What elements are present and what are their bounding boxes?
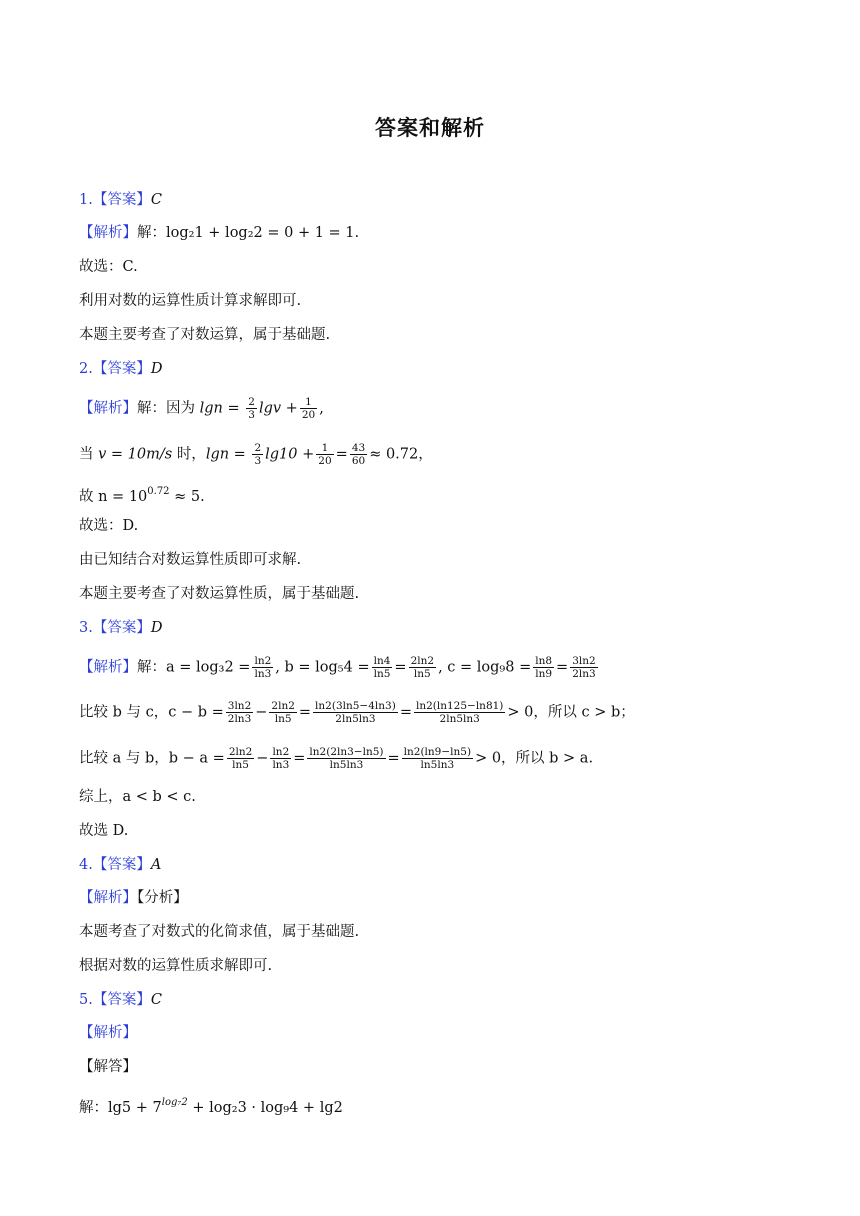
q1-solution-line bbox=[79, 222, 820, 244]
q2-line2-mid: lg10 + bbox=[265, 446, 315, 463]
q3-frac-ba-big1: $\frac{\ln 2(2\ln 3-\ln 5)}{\ln 5\ln 3}$ bbox=[309, 746, 384, 771]
q5-analysis-line bbox=[79, 1022, 820, 1044]
q3-line2: 比较 b 与 c，c − b = $\frac{3\ln 2}{2\ln 3}$ − $\frac{2\ln 2}{\ln 5}$ = $\frac{\ln 2(3\ln 5-4\ln 3)}{2\ln 5\ln 3}$ = $\frac{\ln 2(\ln 125-\ln 81)}{2\ln 5\ln 3}$ > 0，所以 c > b； bbox=[79, 700, 635, 725]
q4-answer-line bbox=[79, 854, 820, 876]
q5-jieda: 【解答】 bbox=[79, 1059, 137, 1075]
q4-analysis-line bbox=[79, 887, 820, 909]
analysis-label: 【解析】 bbox=[79, 1025, 137, 1041]
q2-line2-lhs: lgn = bbox=[205, 446, 251, 463]
q2-number: 2. bbox=[79, 361, 93, 377]
q3-a-part: a = log₃2 = bbox=[166, 659, 251, 676]
q1-answer-line bbox=[79, 189, 820, 211]
q2-frac-2-3b: $\frac{2}{3}$ bbox=[254, 442, 262, 467]
answer-label: 【答案】 bbox=[92, 361, 151, 377]
q3-number: 3. bbox=[79, 620, 93, 636]
q2-line2: 当 v = 10m/s 时，lgn = $\frac{2}{3}$ lg10 + $\frac{1}{20}$ = $\frac{43}{60}$ ≈ 0.72， bbox=[79, 442, 433, 467]
q3-frac-ln2-ln3b: $\frac{\ln 2}{\ln 3}$ bbox=[272, 746, 290, 771]
q2-line2-v: v = 10m/s bbox=[98, 446, 173, 463]
q3-line2-prefix: 比较 b 与 c，c − b = bbox=[79, 704, 224, 721]
q5-sol-exp: log₇2 bbox=[161, 1097, 188, 1108]
q2-line2-end: ≈ 0.72， bbox=[369, 446, 433, 463]
q4-number: 4. bbox=[79, 857, 93, 873]
q3-solution-line: 【解析】解：a = log₃2 = $\frac{\ln 2}{\ln 3}$ , b = log₅4 = $\frac{\ln 4}{\ln 5}$ = $\frac{2\ln 2}{\ln 5}$ , c = log₉8 = $\frac{\ln 8}{\ln 9}$ = $\frac{3\ln 2}{2\ln 3}$ bbox=[79, 655, 596, 680]
q3-frac-ln4-ln5: $\frac{\ln 4}{\ln 5}$ bbox=[373, 655, 391, 680]
q3-c-part: c = log₉8 = bbox=[447, 659, 532, 676]
q1-sol-prefix: 解： bbox=[137, 225, 166, 241]
q3-frac-3ln2-2ln3b: $\frac{3\ln 2}{2\ln 3}$ bbox=[227, 700, 252, 725]
q5-sol-prefix: 解： bbox=[79, 1100, 108, 1116]
q4-fenxi: 【分析】 bbox=[137, 890, 188, 906]
q5-answer-line bbox=[79, 989, 820, 1011]
q2-solution-line: 【解析】解：因为 lgn = $\frac{2}{3}$ lgv + $\frac{1}{20}$ , bbox=[79, 396, 324, 421]
q2-sol-prefix: 解：因为 bbox=[137, 400, 195, 417]
q4-answer: A bbox=[150, 857, 162, 873]
q1-sol-math: log₂1 + log₂2 = 0 + 1 = 1. bbox=[166, 225, 360, 241]
q5-answer: C bbox=[150, 992, 162, 1008]
q2-frac-1-20: $\frac{1}{20}$ bbox=[301, 396, 316, 421]
q3-frac-ba-big2: $\frac{\ln 2(\ln 9-\ln 5)}{\ln 5\ln 3}$ bbox=[403, 746, 472, 771]
q2-frac-1-20b: $\frac{1}{20}$ bbox=[318, 442, 332, 467]
q3-line3-tail: > 0，所以 b > a. bbox=[475, 750, 594, 767]
q3-sol-prefix: 解： bbox=[137, 659, 166, 676]
q5-sol-b: + log₂3 · log₉4 + lg2 bbox=[192, 1100, 343, 1116]
q3-choice: 故选 D. bbox=[79, 823, 129, 839]
q2-line3-b: ≈ 5. bbox=[174, 489, 205, 505]
q2-line3-a: 故 n = 10 bbox=[79, 489, 148, 505]
q3-line3-prefix: 比较 a 与 b，b − a = bbox=[79, 750, 225, 767]
q3-answer-line bbox=[79, 617, 820, 639]
q1-answer: C bbox=[150, 192, 162, 208]
q3-frac-cb-big1: $\frac{\ln 2(3\ln 5-4\ln 3)}{2\ln 5\ln 3}$ bbox=[315, 700, 396, 725]
q2-answer-line bbox=[79, 358, 820, 380]
q2-frac-43-60: $\frac{43}{60}$ bbox=[351, 442, 366, 467]
analysis-label: 【解析】 bbox=[79, 659, 137, 676]
q3-b-part: b = log₅4 = bbox=[284, 659, 370, 676]
q3-frac-3ln2-2ln3: $\frac{3\ln 2}{2\ln 3}$ bbox=[572, 655, 596, 680]
q3-answer: D bbox=[150, 620, 163, 636]
q1-choice: 故选：C. bbox=[79, 259, 138, 275]
q1-method: 利用对数的运算性质计算求解即可. bbox=[79, 293, 302, 309]
q2-method: 由已知结合对数运算性质即可求解. bbox=[79, 552, 302, 568]
q3-line2-tail: > 0，所以 c > b； bbox=[507, 704, 635, 721]
q1-number: 1. bbox=[79, 192, 93, 208]
q2-line2-time: 时， bbox=[176, 446, 206, 463]
q2-frac-2-3: $\frac{2}{3}$ bbox=[248, 396, 255, 421]
q2-eq-mid: lgv + bbox=[258, 400, 298, 417]
analysis-label: 【解析】 bbox=[79, 890, 137, 906]
q2-line2-prefix: 当 bbox=[79, 446, 94, 463]
q2-line3-exp: 0.72 bbox=[147, 486, 170, 497]
answer-label: 【答案】 bbox=[92, 620, 151, 636]
q3-frac-2ln2-ln5c: $\frac{2\ln 2}{\ln 5}$ bbox=[228, 746, 253, 771]
answer-label: 【答案】 bbox=[92, 192, 151, 208]
q4-text2: 根据对数的运算性质求解即可. bbox=[79, 958, 273, 974]
q2-answer: D bbox=[150, 361, 163, 377]
q2-eq-lhs: lgn = bbox=[199, 400, 245, 417]
q3-frac-2ln2-ln5: $\frac{2\ln 2}{\ln 5}$ bbox=[410, 655, 435, 680]
q3-line3: 比较 a 与 b，b − a = $\frac{2\ln 2}{\ln 5}$ − $\frac{\ln 2}{\ln 3}$ = $\frac{\ln 2(2\ln 3-\ln 5)}{\ln 5\ln 3}$ = $\frac{\ln 2(\ln 9-\ln 5)}{\ln 5\ln 3}$ > 0，所以 b > a. bbox=[79, 746, 594, 771]
q2-summary: 本题主要考查了对数运算性质，属于基础题. bbox=[79, 586, 360, 602]
analysis-label: 【解析】 bbox=[79, 400, 137, 417]
answer-label: 【答案】 bbox=[92, 992, 151, 1008]
q3-conclusion: 综上，a < b < c. bbox=[79, 789, 196, 805]
q5-solution-line bbox=[79, 1092, 820, 1119]
analysis-label: 【解析】 bbox=[79, 225, 137, 241]
q5-sol-a: lg5 + 7 bbox=[108, 1100, 162, 1116]
q5-number: 5. bbox=[79, 992, 93, 1008]
q3-frac-ln8-ln9: $\frac{\ln 8}{\ln 9}$ bbox=[535, 655, 553, 680]
q3-frac-ln2-ln3: $\frac{\ln 2}{\ln 3}$ bbox=[254, 655, 272, 680]
page-title: 答案和解析 bbox=[375, 116, 485, 140]
q2-choice: 故选：D. bbox=[79, 518, 139, 534]
q3-frac-cb-big2: $\frac{\ln 2(\ln 125-\ln 81)}{2\ln 5\ln 3}$ bbox=[415, 700, 504, 725]
q3-frac-2ln2-ln5b: $\frac{2\ln 2}{\ln 5}$ bbox=[271, 700, 295, 725]
q2-line3 bbox=[79, 481, 820, 508]
q4-text1: 本题考查了对数式的化简求值，属于基础题. bbox=[79, 924, 360, 940]
q1-summary: 本题主要考查了对数运算，属于基础题. bbox=[79, 327, 331, 343]
answer-label: 【答案】 bbox=[92, 857, 151, 873]
